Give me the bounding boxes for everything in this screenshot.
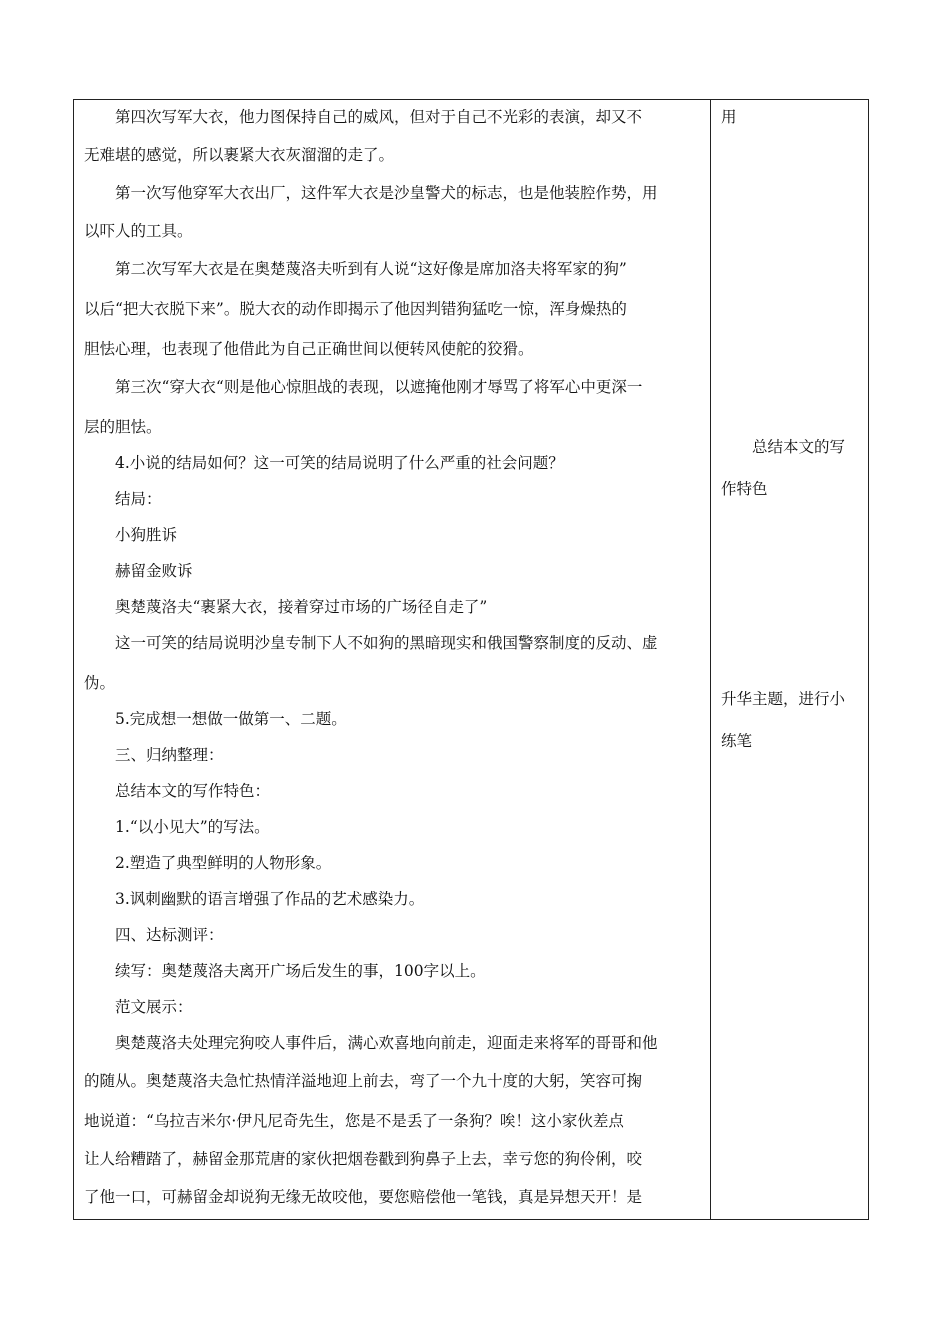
content-line: 了他一口，可赫留金却说狗无缘无故咬他，要您赔偿他一笔钱，真是异想天开！是 xyxy=(84,1188,643,1206)
teaching-notes-column xyxy=(711,100,868,1219)
content-line: 5.完成想一想做一做第一、二题。 xyxy=(84,710,347,728)
content-line: 1.“以小见大”的写法。 xyxy=(84,818,270,836)
content-line: 奥楚蔑洛夫“裹紧大衣，接着穿过市场的广场径自走了” xyxy=(84,598,488,616)
content-line: 的随从。奥楚蔑洛夫急忙热情洋溢地迎上前去，弯了一个九十度的大躬，笑容可掬 xyxy=(84,1072,643,1090)
note-line: 总结本文的写 xyxy=(721,438,846,456)
content-line: 地说道：“乌拉吉米尔·伊凡尼奇先生，您是不是丢了一条狗？唉！这小家伙差点 xyxy=(84,1112,624,1130)
content-line: 小狗胜诉 xyxy=(84,526,178,544)
content-line: 层的胆怯。 xyxy=(84,418,162,436)
note-line: 作特色 xyxy=(721,480,768,498)
lesson-content-column xyxy=(74,100,710,1219)
note-line: 升华主题，进行小 xyxy=(721,690,846,708)
content-line: 第二次写军大衣是在奥楚蔑洛夫听到有人说“这好像是席加洛夫将军家的狗” xyxy=(84,260,627,278)
content-line: 4.小说的结局如何？这一可笑的结局说明了什么严重的社会问题？ xyxy=(84,454,564,472)
content-line: 这一可笑的结局说明沙皇专制下人不如狗的黑暗现实和俄国警察制度的反动、虚 xyxy=(84,634,658,652)
content-line: 让人给糟踏了，赫留金那荒唐的家伙把烟卷戳到狗鼻子上去，幸亏您的狗伶俐，咬 xyxy=(84,1150,643,1168)
content-line: 结局： xyxy=(84,490,162,508)
content-line: 以后“把大衣脱下来”。脱大衣的动作即揭示了他因判错狗猛吃一惊，浑身燥热的 xyxy=(84,300,627,318)
content-line: 第三次“穿大衣“则是他心惊胆战的表现，以遮掩他刚才辱骂了将军心中更深一 xyxy=(84,378,643,396)
content-line: 无难堪的感觉，所以裹紧大衣灰溜溜的走了。 xyxy=(84,146,395,164)
content-line: 范文展示： xyxy=(84,998,193,1016)
content-line: 三、归纳整理： xyxy=(84,746,224,764)
lesson-plan-table xyxy=(73,99,869,1220)
content-line: 第一次写他穿军大衣出厂，这件军大衣是沙皇警犬的标志，也是他装腔作势，用 xyxy=(84,184,658,202)
content-line: 胆怯心理，也表现了他借此为自己正确世间以便转风使舵的狡猾。 xyxy=(84,340,534,358)
content-line: 伪。 xyxy=(84,674,116,692)
note-line: 用 xyxy=(721,108,737,126)
content-line: 2.塑造了典型鲜明的人物形象。 xyxy=(84,854,332,872)
content-line: 第四次写军大衣，他力图保持自己的威风，但对于自己不光彩的表演，却又不 xyxy=(84,108,643,126)
content-line: 奥楚蔑洛夫处理完狗咬人事件后，满心欢喜地向前走，迎面走来将军的哥哥和他 xyxy=(84,1034,658,1052)
content-line: 续写：奥楚蔑洛夫离开广场后发生的事，100字以上。 xyxy=(84,962,486,980)
content-line: 3.讽刺幽默的语言增强了作品的艺术感染力。 xyxy=(84,890,425,908)
content-line: 以吓人的工具。 xyxy=(84,222,193,240)
content-line: 总结本文的写作特色： xyxy=(84,782,271,800)
note-line: 练笔 xyxy=(721,732,753,750)
content-line: 四、达标测评： xyxy=(84,926,224,944)
content-line: 赫留金败诉 xyxy=(84,562,193,580)
